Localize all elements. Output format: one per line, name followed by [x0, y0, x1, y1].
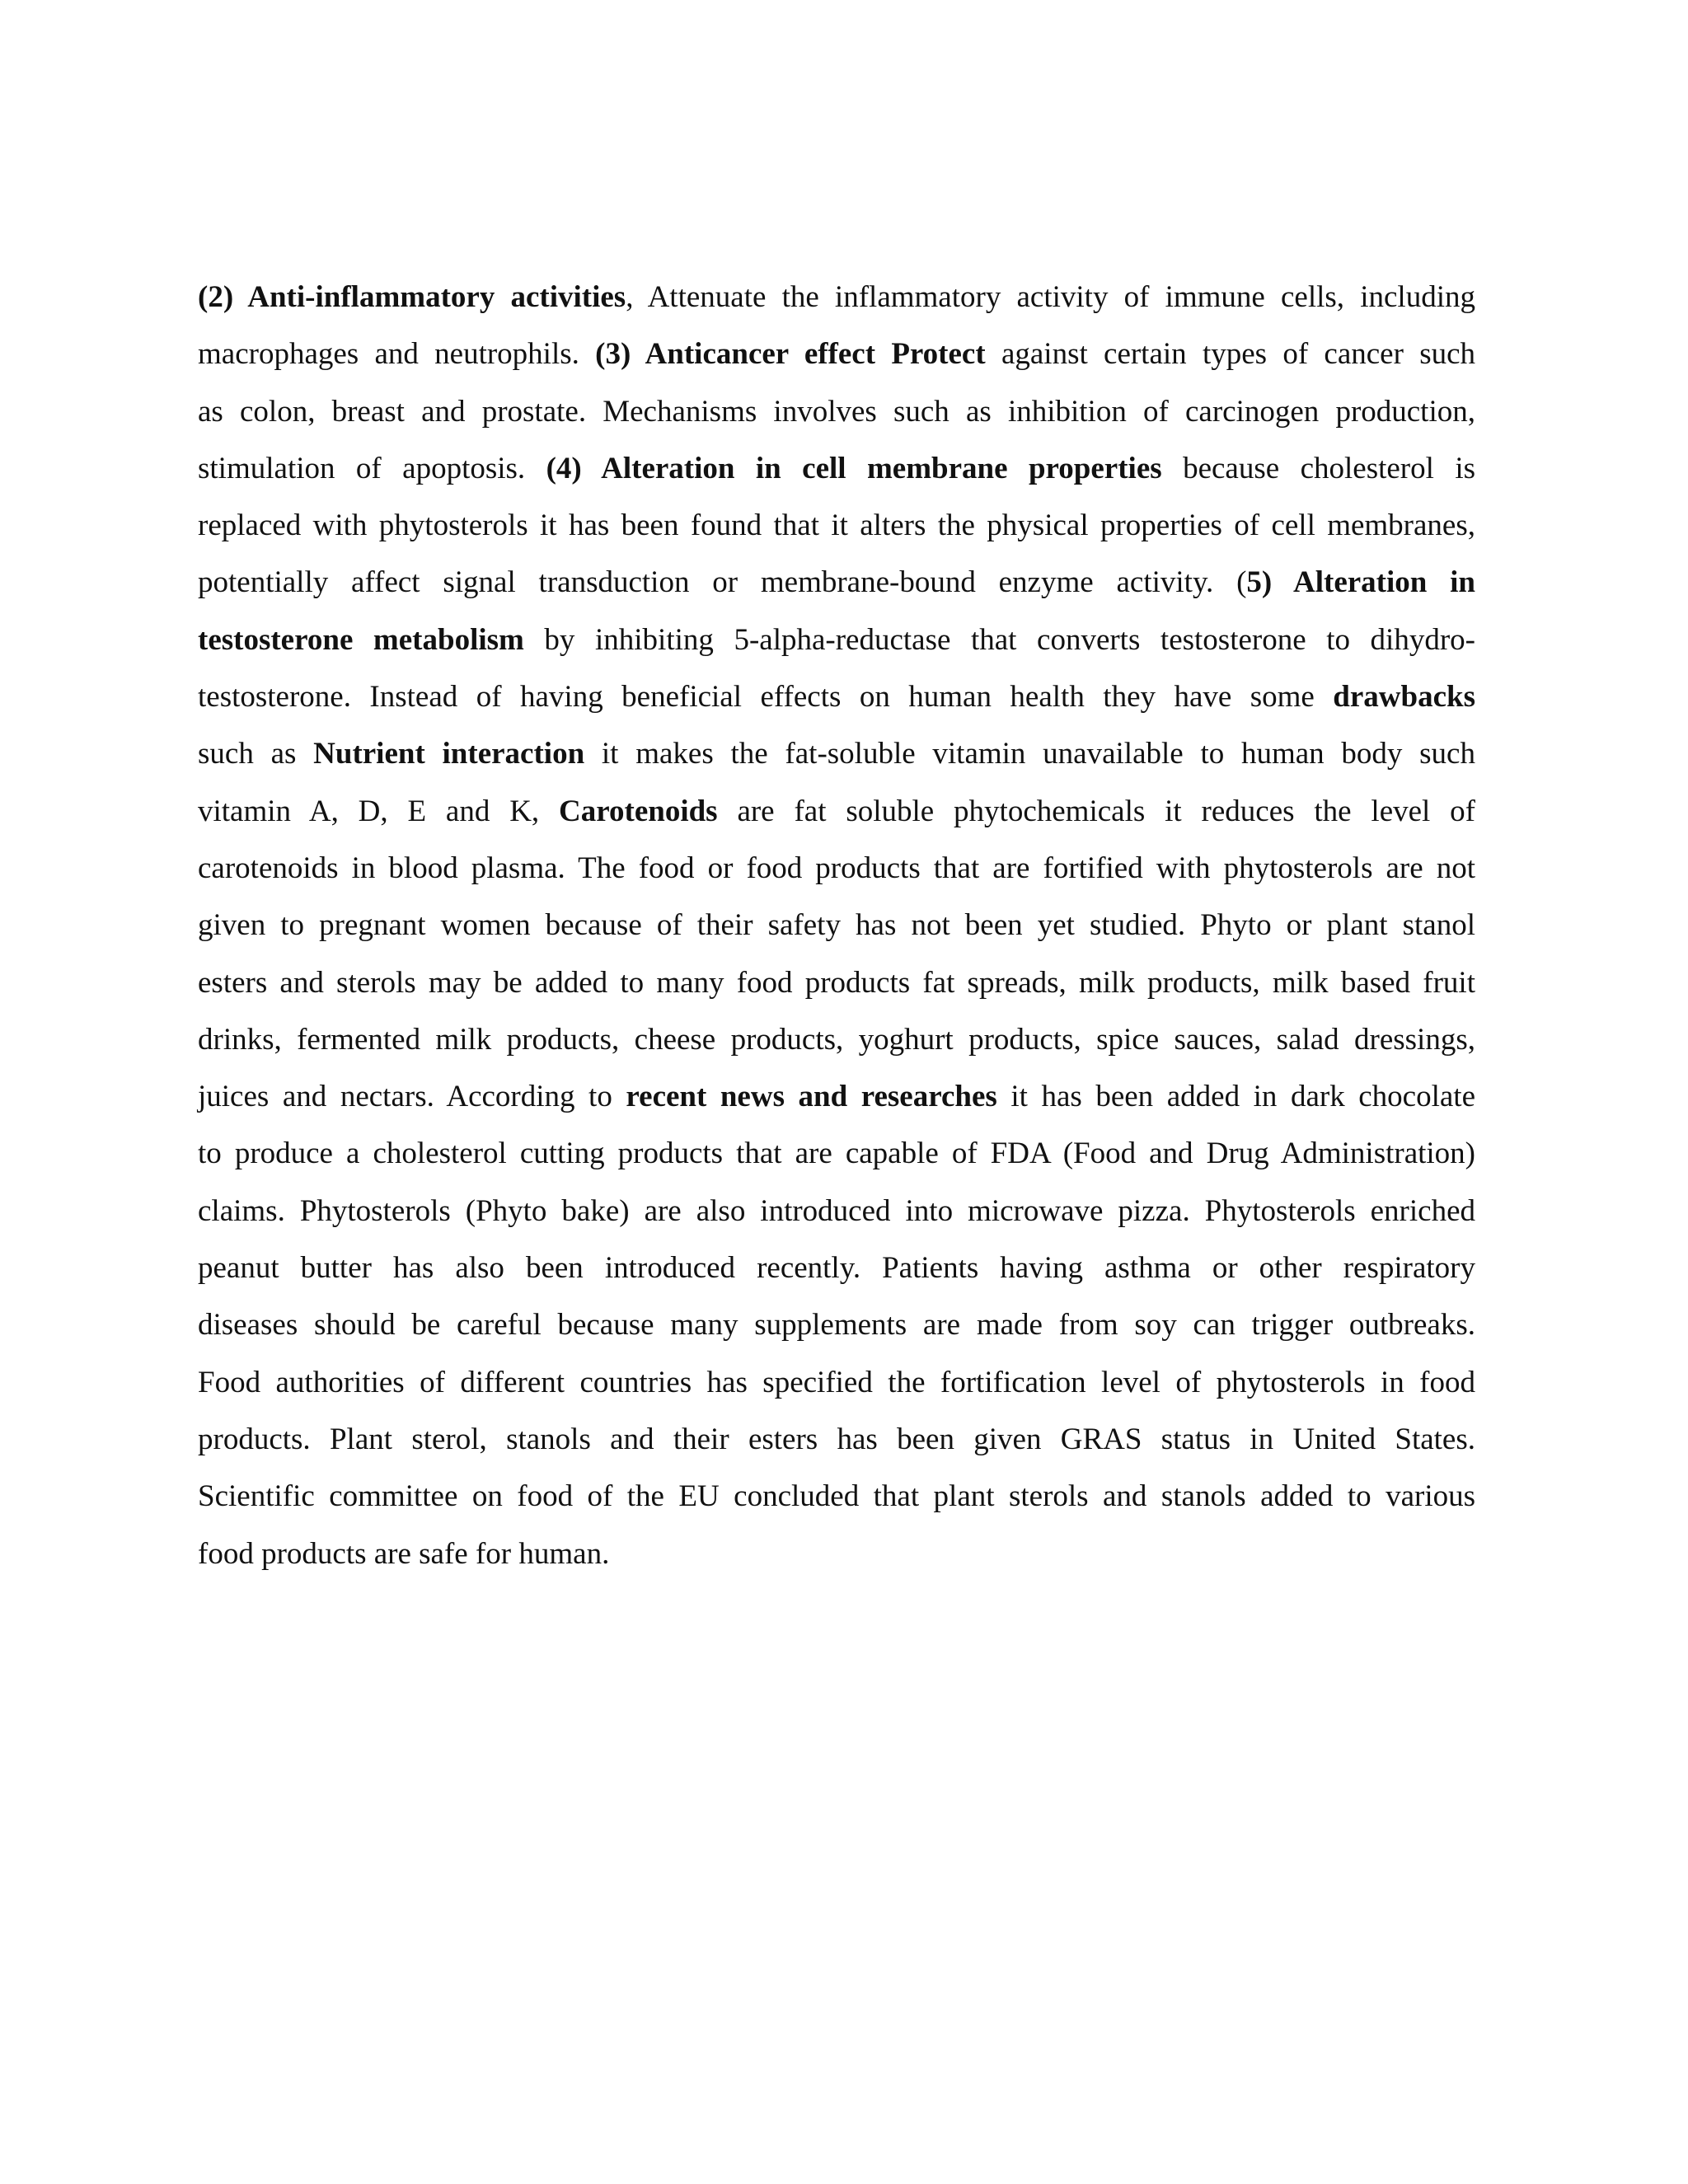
text-line	[198, 725, 1475, 782]
text-line	[198, 1183, 1475, 1240]
bold-term: testosterone metabolism	[198, 622, 524, 657]
text-line	[198, 668, 1475, 725]
text-line	[198, 269, 1475, 326]
text-line	[198, 897, 1475, 954]
text-run: against certain types of cancer such	[985, 337, 1476, 372]
body-paragraph	[198, 269, 1475, 1582]
text-run: carotenoids in blood plasma. The food or food products that are fortified with phytosterols are not	[198, 851, 1475, 885]
bold-term: (4) Alteration in cell membrane properties	[546, 451, 1162, 485]
text-run: Food authorities of different countries has specified the fortification level of phytosterols in food	[198, 1365, 1475, 1399]
text-run: juices and nectars. According to	[198, 1080, 626, 1114]
text-run: esters and sterols may be added to many food products fat spreads, milk products, milk based fruit	[198, 965, 1475, 1000]
text-run: replaced with phytosterols it has been found that it alters the physical properties of cell membranes,	[198, 509, 1475, 543]
text-run: , Attenuate the inflammatory activity of immune cells, including	[626, 280, 1475, 314]
text-run: diseases should be careful because many supplements are made from soy can trigger outbreaks.	[198, 1308, 1475, 1343]
text-run: vitamin A, D, E and K,	[198, 794, 560, 828]
text-line	[198, 383, 1475, 440]
text-line	[198, 783, 1475, 840]
text-run: as colon, breast and prostate. Mechanisms involves such as inhibition of carcinogen production,	[198, 394, 1475, 429]
text-run: claims. Phytosterols (Phyto bake) are also introduced into microwave pizza. Phytosterols enriched	[198, 1193, 1475, 1228]
text-line	[198, 1125, 1475, 1182]
bold-term: drawbacks	[1333, 680, 1475, 715]
text-line	[198, 954, 1475, 1011]
text-run: it has been added in dark chocolate	[996, 1080, 1475, 1114]
text-run: drinks, fermented milk products, cheese products, yoghurt products, spice sauces, salad dressings,	[198, 1022, 1475, 1057]
bold-term: 5) Alteration in	[1246, 565, 1476, 600]
text-line	[198, 1068, 1475, 1125]
text-run: stimulation of apoptosis.	[198, 451, 546, 485]
text-line	[198, 840, 1475, 897]
bold-term: recent news and researches	[626, 1080, 997, 1114]
text-line	[198, 1411, 1475, 1468]
text-line	[198, 440, 1475, 497]
bold-term: (3) Anticancer effect Protect	[595, 337, 986, 372]
text-line	[198, 1354, 1475, 1411]
text-run: testosterone. Instead of having beneficial effects on human health they have some	[198, 680, 1334, 715]
text-run: it makes the fat-soluble vitamin unavailable to human body such	[584, 737, 1475, 771]
text-run: food products are safe for human.	[198, 1536, 610, 1571]
text-line	[198, 554, 1475, 611]
bold-term: (2) Anti-inflammatory activities	[198, 280, 626, 314]
bold-term: Nutrient interaction	[313, 737, 585, 771]
text-line	[198, 1468, 1475, 1525]
text-run: products. Plant sterol, stanols and their esters has been given GRAS status in United States.	[198, 1422, 1475, 1456]
text-run: because cholesterol is	[1161, 451, 1476, 485]
text-run: peanut butter has also been introduced recently. Patients having asthma or other respiratory	[198, 1251, 1475, 1286]
text-run: to produce a cholesterol cutting products that are capable of FDA (Food and Drug Administration)	[198, 1137, 1475, 1171]
text-run: macrophages and neutrophils.	[198, 337, 596, 372]
text-run: such as	[198, 737, 314, 771]
text-run: are fat soluble phytochemicals it reduces the level of	[717, 794, 1475, 828]
text-run: potentially affect signal transduction or membrane-bound enzyme activity. (	[198, 565, 1247, 600]
text-line	[198, 612, 1475, 668]
text-line	[198, 1240, 1475, 1296]
text-line	[198, 326, 1475, 382]
text-line	[198, 497, 1475, 554]
text-line	[198, 1011, 1475, 1068]
text-run: by inhibiting 5-alpha-reductase that converts testosterone to dihydro-	[523, 622, 1475, 657]
text-line	[198, 1526, 1475, 1582]
text-run: given to pregnant women because of their safety has not been yet studied. Phyto or plant stanol	[198, 908, 1475, 943]
text-line	[198, 1296, 1475, 1353]
bold-term: Carotenoids	[559, 794, 718, 828]
text-run: Scientific committee on food of the EU concluded that plant sterols and stanols added to various	[198, 1479, 1475, 1514]
